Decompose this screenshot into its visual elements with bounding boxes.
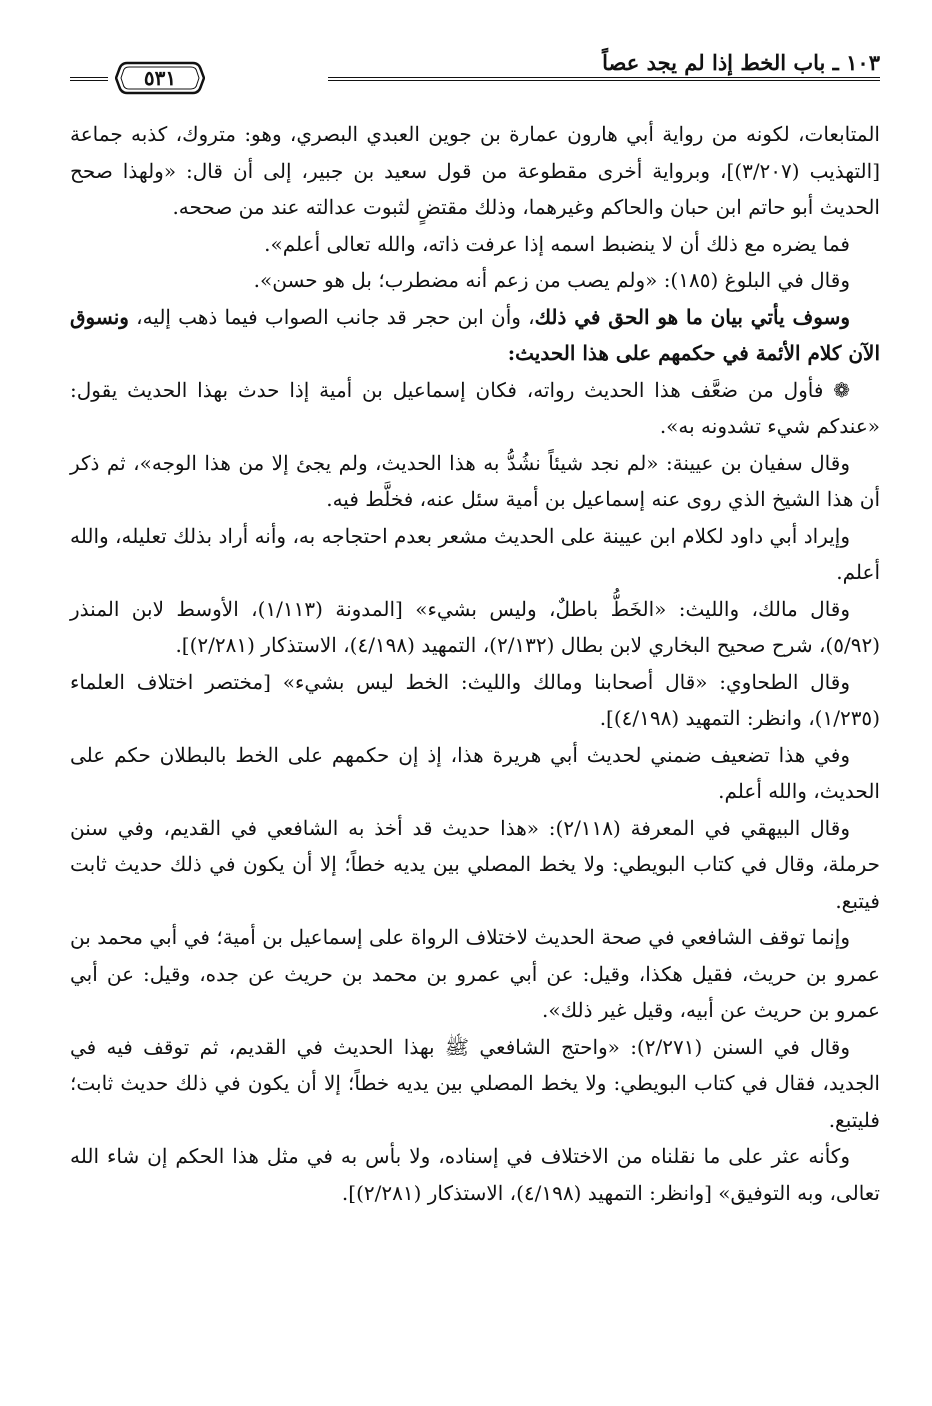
paragraph (70, 1138, 880, 1211)
paragraph (70, 810, 880, 920)
page-number-badge (115, 58, 205, 98)
paragraph (70, 116, 880, 226)
paragraph (70, 664, 880, 737)
bold-text-segment: وسوف يأتي بيان ما هو الحق في ذلك (534, 304, 850, 329)
text-segment: فما يضره مع ذلك أن لا ينضبط اسمه إذا عرفت ذاته، والله تعالى أعلم». (264, 231, 850, 256)
paragraph (70, 226, 880, 263)
paragraph (70, 919, 880, 1029)
header-rule (328, 77, 880, 81)
page-number: ٥٣١ (143, 66, 177, 90)
paragraph (70, 737, 880, 810)
text-segment: ❁ فأول من ضعَّف هذا الحديث رواته، فكان إسماعيل بن أمية إذا حدث بهذا الحديث يقول: «عندكم شيء تشدونه به». (70, 377, 880, 438)
text-segment: وقال في البلوغ (١٨٥): «ولم يصب من زعم أنه مضطرب؛ بل هو حسن». (253, 268, 850, 292)
paragraph (70, 445, 880, 518)
paragraph (70, 262, 880, 299)
paragraph (70, 372, 880, 445)
paragraph (70, 591, 880, 664)
text-segment: وقال سفيان بن عيينة: «لم نجد شيئاً نشُدُّ به هذا الحديث، ولم يجئ إلا من هذا الوجه»، ثم ذكر أن هذا الشيخ الذي روى عنه إسماعيل بن أمية سئل عنه، فخلَّط فيه. (70, 450, 880, 511)
text-segment: وإنما توقف الشافعي في صحة الحديث لاختلاف الرواة على إسماعيل بن أمية؛ في أبي محمد بن عمرو بن حريث، فقيل هكذا، وقيل: عن أبي عمرو بن محمد بن حريث عن جده، وقيل: عن أبي عمرو بن حريث عن أبيه، وقيل غير ذلك». (70, 925, 880, 1022)
text-segment: وقال مالك، والليث: «الخَطُّ باطلٌ، وليس بشيء» [المدونة (١/١١٣)، الأوسط لابن المنذر (٥/٩٢)، شرح صحيح البخاري لابن بطال (٢/١٣٢)، التمهيد (٤/١٩٨)، الاستذكار (٢/٢٨١)]. (70, 596, 880, 657)
text-segment: وقال في السنن (٢/٢٧١): «واحتج الشافعي ﷺ بهذا الحديث في القديم، ثم توقف فيه في الجديد، فقال في كتاب البويطي: ولا يخط المصلي بين يديه خطاً؛ إلا أن يكون في ذلك حديث ثابت؛ فليتبع. (70, 1034, 880, 1132)
header-rule (70, 77, 108, 81)
paragraph (70, 299, 880, 372)
text-segment: وكأنه عثر على ما نقلناه من الاختلاف في إسناده، ولا بأس به في مثل هذا الحكم إن شاء الله تعالى، وبه التوفيق» [وانظر: التمهيد (٤/١٩٨)، الاستذكار (٢/٢٨١)]. (70, 1144, 880, 1205)
paragraph (70, 1029, 880, 1139)
text-segment: وقال البيهقي في المعرفة (٢/١١٨): «هذا حديث قد أخذ به الشافعي في القديم، وفي سنن حرملة، وقال في كتاب البويطي: ولا يخط المصلي بين يديه خطاً؛ إلا أن يكون في ذلك حديث ثابت فيتبع. (70, 815, 880, 913)
text-segment: المتابعات، لكونه من رواية أبي هارون عمارة بن جوين العبدي البصري، وهو: متروك، كذبه جماعة [التهذيب (٣/٢٠٧)]، وبرواية أخرى مقطوعة من قول سعيد بن جبير، إلى أن قال: «ولهذا صحح الحديث أبو حاتم ابن حبان والحاكم وغيرهما، وذلك مقتضٍ لثبوت عدالته عند من صححه. (70, 122, 880, 219)
bold-text-segment: ونسوق الآن كلام الأئمة في حكمهم على هذا الحديث: (70, 304, 880, 365)
paragraph (70, 518, 880, 591)
text-segment: ، وأن ابن حجر قد جانب الصواب فيما ذهب إليه، (128, 304, 535, 329)
main-text (70, 116, 880, 1211)
running-title: ١٠٣ ـ باب الخط إذا لم يجد عصاً (602, 50, 880, 75)
page-header (70, 48, 880, 98)
text-segment: وفي هذا تضعيف ضمني لحديث أبي هريرة هذا، إذ إن حكمهم على الخط بالبطلان حكم على الحديث، والله أعلم. (70, 742, 880, 803)
text-segment: وإيراد أبي داود لكلام ابن عيينة على الحديث مشعر بعدم احتجاجه به، وأنه أراد بذلك تعليله، والله أعلم. (70, 523, 880, 584)
text-segment: وقال الطحاوي: «قال أصحابنا ومالك والليث: الخط ليس بشيء» [مختصر اختلاف العلماء (١/٢٣٥)، وانظر: التمهيد (٤/١٩٨)]. (70, 669, 880, 730)
